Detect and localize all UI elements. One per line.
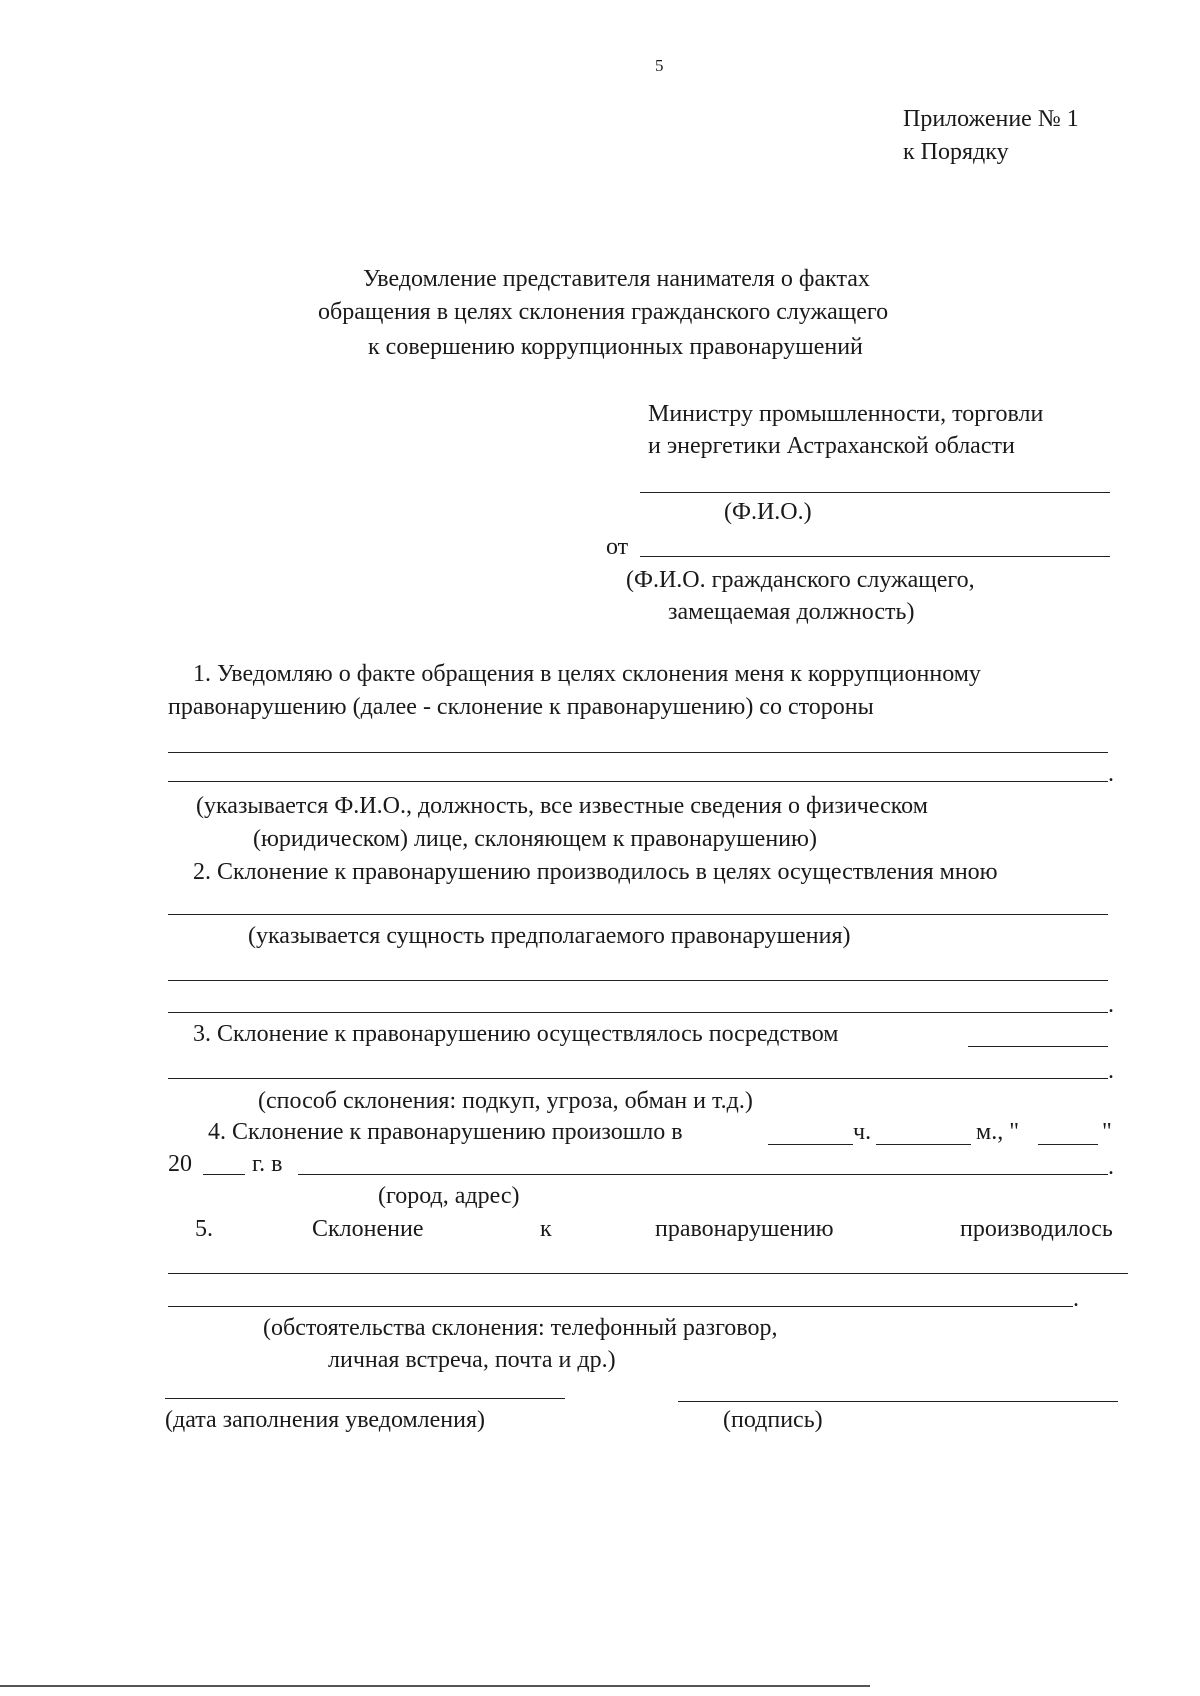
section2-line-1: 2. Склонение к правонарушению производилось в целях осуществления мною [193, 859, 998, 885]
section1-period: . [1108, 761, 1114, 787]
title-line-2: обращения в целях склонения гражданского служащего [318, 299, 889, 325]
signature-line [678, 1401, 1118, 1402]
section5-blank-line-2 [168, 1306, 1073, 1307]
title-line-3: к совершению коррупционных правонарушений [368, 334, 863, 360]
section5-word-3: правонарушению [655, 1216, 834, 1242]
from-fio-line [640, 556, 1110, 557]
appendix-number: Приложение № 1 [903, 106, 1079, 132]
minutes-blank [876, 1144, 971, 1145]
appendix-reference: к Порядку [903, 139, 1009, 165]
from-caption-1: (Ф.И.О. гражданского служащего, [626, 567, 975, 593]
section2-caption: (указывается сущность предполагаемого правонарушения) [248, 923, 851, 949]
section3-inline-blank [968, 1046, 1108, 1047]
section5-word-4: производилось [960, 1216, 1113, 1242]
section5-caption-1: (обстоятельства склонения: телефонный разговор, [263, 1315, 778, 1341]
section2-blank-line-2 [168, 980, 1108, 981]
hours-label: ч. [853, 1119, 872, 1145]
section3-line-1: 3. Склонение к правонарушению осуществлялось посредством [193, 1021, 839, 1047]
section4-period: . [1108, 1154, 1114, 1180]
section1-caption-1: (указывается Ф.И.О., должность, все известные сведения о физическом [196, 793, 928, 819]
date-line [165, 1398, 565, 1399]
section5-word-2: к [540, 1216, 552, 1242]
quote-close: " [1102, 1119, 1112, 1145]
section1-line-2: правонарушению (далее - склонение к правонарушению) со стороны [168, 694, 874, 720]
section4-line-1: 4. Склонение к правонарушению произошло в [208, 1119, 683, 1145]
section2-period: . [1108, 992, 1114, 1018]
section5-number: 5. [195, 1216, 213, 1242]
section5-caption-2: личная встреча, почта и др.) [328, 1347, 616, 1373]
addressee-line-2: и энергетики Астраханской области [648, 433, 1015, 459]
page-number: 5 [655, 56, 664, 75]
year-blank [203, 1174, 245, 1175]
year-prefix: 20 [168, 1151, 192, 1177]
section3-period: . [1108, 1058, 1114, 1084]
hours-blank [768, 1144, 853, 1145]
addressee-line-1: Министру промышленности, торговли [648, 401, 1044, 427]
section1-blank-line-1 [168, 752, 1108, 753]
minister-fio-line [640, 492, 1110, 493]
date-caption: (дата заполнения уведомления) [165, 1407, 486, 1433]
section5-blank-line-1 [168, 1273, 1128, 1274]
title-line-1: Уведомление представителя нанимателя о фактах [363, 266, 870, 292]
section5-word-1: Склонение [312, 1216, 424, 1242]
section1-line-1: 1. Уведомляю о факте обращения в целях склонения меня к коррупционному [193, 661, 981, 687]
section2-blank-line-1 [168, 914, 1108, 915]
scan-edge-line [0, 1685, 870, 1687]
minutes-label: м., " [976, 1119, 1019, 1145]
city-address-blank [298, 1174, 1108, 1175]
section1-blank-line-2 [168, 781, 1108, 782]
from-caption-2: замещаемая должность) [668, 599, 915, 625]
from-label: от [606, 534, 629, 560]
section3-blank-line [168, 1078, 1108, 1079]
day-blank [1038, 1144, 1098, 1145]
section1-caption-2: (юридическом) лице, склоняющем к правонарушению) [253, 826, 817, 852]
section5-period: . [1073, 1286, 1079, 1312]
section3-caption: (способ склонения: подкуп, угроза, обман и т.д.) [258, 1088, 753, 1114]
fio-caption: (Ф.И.О.) [724, 499, 812, 525]
section2-blank-line-3 [168, 1012, 1108, 1013]
year-suffix: г. в [252, 1151, 283, 1177]
signature-caption: (подпись) [723, 1407, 823, 1433]
section4-caption: (город, адрес) [378, 1183, 520, 1209]
